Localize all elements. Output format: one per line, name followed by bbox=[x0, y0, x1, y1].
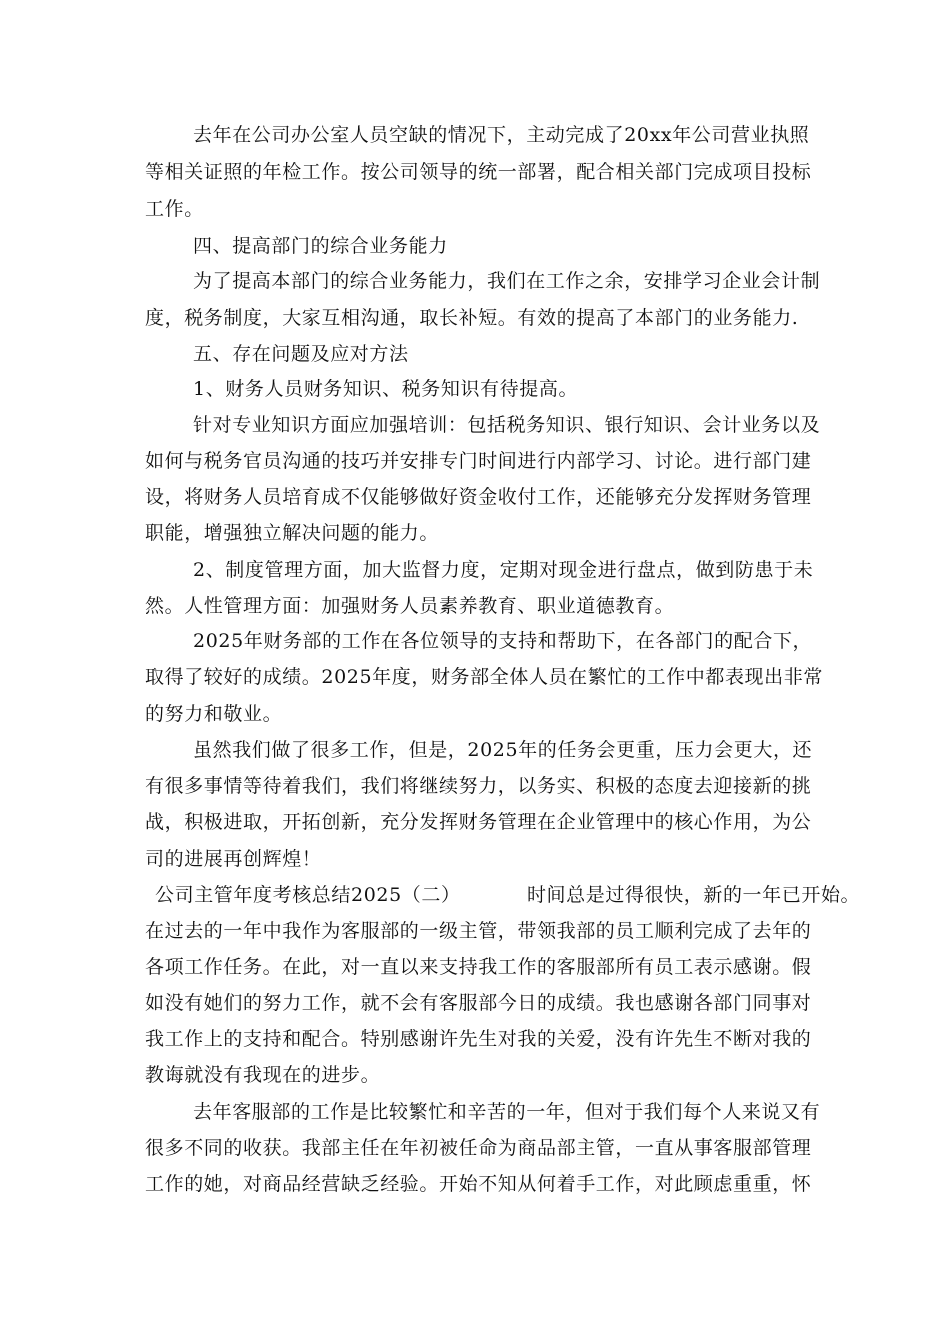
text-line: 虽然我们做了很多工作，但是，2025年的任务会更重，压力会更大，还 bbox=[193, 739, 813, 761]
text-line: 各项工作任务。在此，对一直以来支持我工作的客服部所有员工表示感谢。假 bbox=[145, 956, 812, 978]
text-line: 如没有她们的努力工作，就不会有客服部今日的成绩。我也感谢各部门同事对 bbox=[145, 992, 812, 1014]
section-heading: 四、提高部门的综合业务能力 bbox=[193, 235, 448, 257]
text-line: 度，税务制度，大家互相沟通，取长补短。有效的提高了本部门的业务能力. bbox=[145, 307, 799, 329]
text-line: 然。人性管理方面：加强财务人员素养教育、职业道德教育。 bbox=[145, 595, 675, 617]
text-line: 我工作上的支持和配合。特别感谢许先生对我的关爱，没有许先生不断对我的 bbox=[145, 1028, 812, 1050]
text-line: 的努力和敬业。 bbox=[145, 703, 283, 725]
text-line: 工作的她，对商品经营缺乏经验。开始不知从何着手工作，对此顾虑重重，怀 bbox=[145, 1173, 812, 1195]
text-line: 等相关证照的年检工作。按公司领导的统一部署，配合相关部门完成项目投标 bbox=[145, 161, 812, 183]
text-line: 1、财务人员财务知识、税务知识有待提高。 bbox=[193, 378, 579, 400]
text-line: 2025年财务部的工作在各位领导的支持和帮助下，在各部门的配合下， bbox=[193, 630, 813, 652]
text-line: 2、制度管理方面，加大监督力度，定期对现金进行盘点，做到防患于未 bbox=[193, 559, 814, 581]
text-line: 有很多事情等待着我们，我们将继续努力，以务实、积极的态度去迎接新的挑 bbox=[145, 775, 812, 797]
text-line: 工作。 bbox=[145, 198, 204, 220]
text-line: 教诲就没有我现在的进步。 bbox=[145, 1064, 381, 1086]
text-line: 为了提高本部门的综合业务能力，我们在工作之余，安排学习企业会计制 bbox=[193, 270, 821, 292]
text-line: 如何与税务官员沟通的技巧并安排专门时间进行内部学习、讨论。进行部门建 bbox=[145, 450, 812, 472]
text-line: 司的进展再创辉煌！ bbox=[145, 848, 322, 870]
text-line: 战，积极进取，开拓创新，充分发挥财务管理在企业管理中的核心作用，为公 bbox=[145, 811, 812, 833]
text-line: 去年在公司办公室人员空缺的情况下，主动完成了20xx年公司营业执照 bbox=[193, 124, 810, 146]
text-line: 很多不同的收获。我部主任在年初被任命为商品部主管，一直从事客服部管理 bbox=[145, 1137, 812, 1159]
text-line: 设，将财务人员培育成不仅能够做好资金收付工作，还能够充分发挥财务管理 bbox=[145, 486, 812, 508]
text-line: 针对专业知识方面应加强培训：包括税务知识、银行知识、会计业务以及 bbox=[193, 414, 821, 436]
text-line: 职能，增强独立解决问题的能力。 bbox=[145, 522, 440, 544]
text-line: 在过去的一年中我作为客服部的一级主管，带领我部的员工顺利完成了去年的 bbox=[145, 920, 812, 942]
section-title-line: 公司主管年度考核总结2025（二） 时间总是过得很快，新的一年已开始。 bbox=[155, 884, 861, 906]
text-line: 去年客服部的工作是比较繁忙和辛苦的一年，但对于我们每个人来说又有 bbox=[193, 1101, 821, 1123]
section-heading: 五、存在问题及应对方法 bbox=[193, 343, 409, 365]
text-line: 取得了较好的成绩。2025年度，财务部全体人员在繁忙的工作中都表现出非常 bbox=[145, 666, 823, 688]
